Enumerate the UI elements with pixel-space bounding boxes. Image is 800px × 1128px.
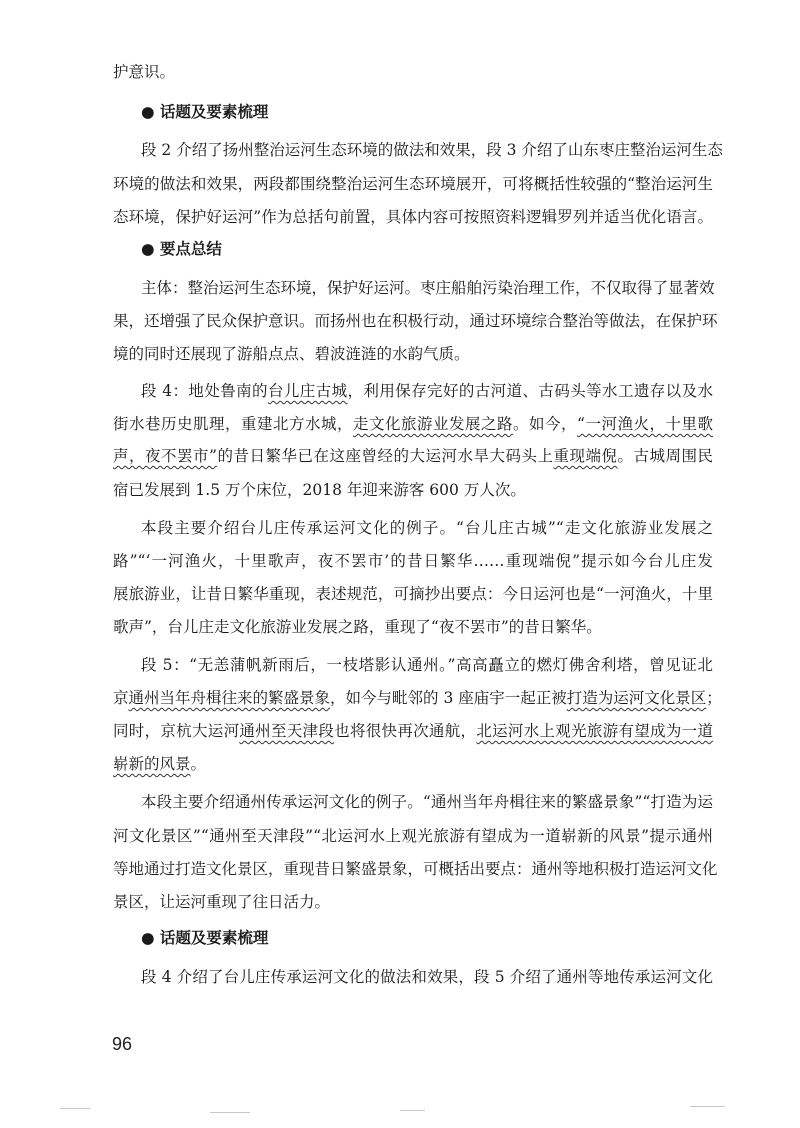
text-segment: ；: [706, 689, 722, 707]
text-line: 本段主要介绍台儿庄传承运河文化的例子。“台儿庄古城”“走文化旅游业发展之: [141, 519, 713, 537]
page-number: 96: [112, 1034, 133, 1054]
text-line: 展旅游业，让昔日繁华重现，表述规范，可摘抄出要点：今日运河也是“一河渔火，十里: [113, 585, 713, 603]
text-line: 护意识。: [113, 63, 176, 81]
key-phrase: 打造为运河文化景区: [566, 689, 707, 707]
key-phrase: 北运河水上观光旅游有望成为一道: [476, 722, 713, 740]
text-segment: 段 4：地处鲁南的: [141, 382, 268, 400]
source-line: [141, 381, 713, 401]
text-segment: ，利用保存完好的古河道、古码头等水工遗存以及水: [347, 382, 713, 400]
source-line: 宿已发展到 1.5 万个床位，2018 年迎来游客 600 万人次。: [113, 481, 526, 499]
section-heading: ● 话题及要素梳理: [141, 928, 269, 947]
key-phrase: 重现端倪: [553, 447, 618, 465]
key-phrase: 崭新的风景: [113, 755, 191, 773]
text-line: 态环境，保护好运河”作为总括句前置，具体内容可按照资料逻辑罗列并适当优化语言。: [113, 208, 713, 226]
key-phrase: 声，夜不罢市”: [113, 447, 217, 465]
text-line: 境的同时还展现了游船点点、碧波涟涟的水韵气质。: [113, 345, 470, 363]
text-line: 路”“‘一河渔火，十里歌声，夜不罢市’的昔日繁华……重现端倪”提示如今台儿庄发: [113, 552, 713, 570]
text-line: 果，还增强了民众保护意识。而扬州也在积极行动，通过环境综合整治等做法，在保护环: [113, 312, 718, 330]
source-line: [113, 721, 713, 741]
text-segment: 的昔日繁华已在这座曾经的大运河水旱大码头上: [216, 447, 554, 465]
text-segment: 街水巷历史肌理，重建北方水城，: [113, 415, 354, 433]
text-segment: ，如今与毗邻的 3 座庙宇一起正被: [330, 689, 567, 707]
text-segment: 同时，京杭大运河: [113, 722, 240, 740]
text-line: 景区，让运河重现了往日活力。: [113, 893, 331, 911]
scan-artifact: [210, 1112, 250, 1113]
text-segment: 。如今，: [513, 415, 578, 433]
section-heading: ● 话题及要素梳理: [141, 102, 269, 121]
source-line: [113, 414, 713, 434]
scan-artifact: [690, 1106, 725, 1107]
text-line: 主体：整治运河生态环境，保护好运河。枣庄船舶污染治理工作，不仅取得了显著效: [141, 279, 715, 297]
text-line: 环境的做法和效果，两段都围绕整治运河生态环境展开，可将概括性较强的“整治运河生: [113, 175, 713, 193]
text-line: 歌声”，台儿庄走文化旅游业发展之路，重现了“夜不罢市”的昔日繁华。: [113, 618, 602, 636]
scan-artifact: [400, 1110, 425, 1111]
source-line: [113, 688, 722, 708]
text-line: 段 2 介绍了扬州整治运河生态环境的做法和效果，段 3 介绍了山东枣庄整治运河生态: [141, 141, 723, 159]
text-line: 河文化景区”“通州至天津段”“北运河水上观光旅游有望成为一道崭新的风景”提示通州: [113, 827, 713, 845]
text-segment: 。: [190, 755, 207, 773]
text-segment: 。古城周围民: [617, 447, 713, 465]
text-line: 段 4 介绍了台儿庄传承运河文化的做法和效果，段 5 介绍了通州等地传承运河文化: [141, 968, 713, 986]
source-line: [113, 446, 713, 466]
key-phrase: 走文化旅游业发展之路: [353, 415, 514, 433]
text-segment: 京: [113, 689, 129, 707]
key-phrase: “一河渔火，十里歌: [577, 415, 713, 433]
source-line: 段 5：“无恙蒲帆新雨后，一枝塔影认通州。”高高矗立的燃灯佛舍利塔，曾见证北: [141, 656, 713, 674]
source-line: [113, 754, 713, 774]
key-phrase: 通州至天津段: [239, 722, 335, 740]
key-phrase: 通州当年舟楫往来的繁盛景象: [128, 689, 331, 707]
text-segment: 也将很快再次通航，: [334, 722, 477, 740]
section-heading: ● 要点总结: [141, 239, 222, 258]
text-line: 等地通过打造文化景区，重现昔日繁盛景象，可概括出要点：通州等地积极打造运河文化: [113, 860, 718, 878]
text-line: 本段主要介绍通州传承运河文化的例子。“通州当年舟楫往来的繁盛景象”“打造为运: [141, 793, 713, 811]
scan-artifact: [60, 1108, 90, 1109]
key-phrase: 台儿庄古城: [267, 382, 348, 400]
